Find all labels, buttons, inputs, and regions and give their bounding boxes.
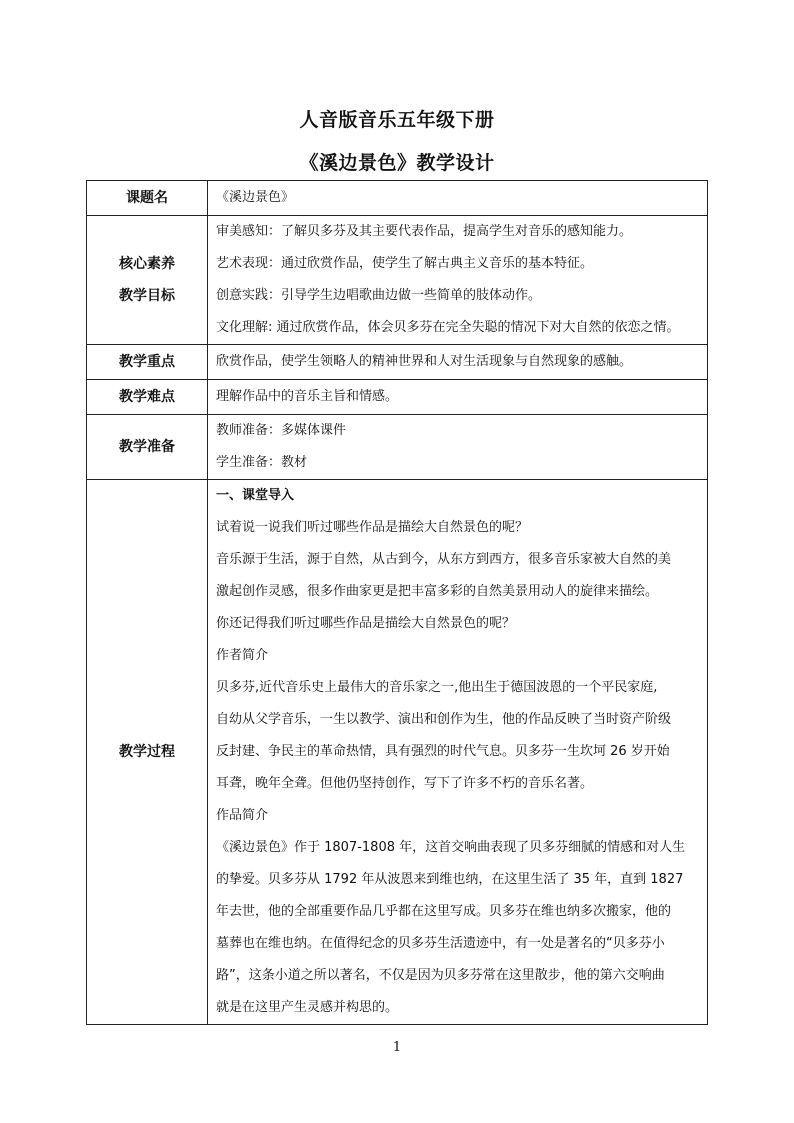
process-line: 年去世，他的全部重要作品几乎都在这里写成。贝多芬在维也纳多次搬家，他的 (216, 904, 672, 919)
row-difficulties (87, 380, 708, 415)
process-line: 作者简介 (216, 648, 269, 663)
label-preparation: 教学准备 (87, 415, 208, 480)
row-preparation (87, 415, 708, 480)
process-line: 耳聋，晚年全聋。但他仍坚持创作，写下了许多不朽的音乐名著。 (216, 776, 594, 791)
process-line: 试着说一说我们听过哪些作品是描绘大自然景色的呢？ (216, 520, 529, 535)
preparation-line: 学生准备：教材 (216, 455, 308, 470)
goal-line: 文化理解: 通过欣赏作品，体会贝多芬在完全失聪的情况下对大自然的依恋之情。 (216, 320, 680, 335)
process-line: 音乐源于生活，源于自然，从古到今，从东方到西方，很多音乐家被大自然的美 (216, 552, 672, 567)
process-line: 《溪边景色》作于 1807-1808 年，这首交响曲表现了贝多芬细腻的情感和对人生 (216, 840, 686, 855)
section-title: 一、课堂导入 (216, 488, 295, 503)
value-topic (208, 181, 708, 216)
value-key-points (208, 345, 708, 380)
row-topic (87, 181, 708, 216)
process-line: 你还记得我们听过哪些作品是描绘大自然景色的呢？ (216, 616, 516, 631)
label-goals-line1: 核心素养 (119, 256, 175, 272)
process-line: 反封建、争民主的革命热情，具有强烈的时代气息。贝多芬一生坎坷 26 岁开始 (216, 744, 670, 759)
document-title: 人音版音乐五年级下册 (299, 109, 495, 131)
value-difficulties (208, 380, 708, 415)
row-process (87, 480, 708, 1025)
process-line: 贝多芬,近代音乐史上最伟大的音乐家之一,他出生于德国波恩的一个平民家庭, (216, 680, 658, 695)
process-line: 的挚爱。贝多芬从 1792 年从波恩来到维也纳，在这里生活了 35 年，直到 1827 (216, 872, 684, 887)
process-line: 自幼从父学音乐，一生以教学、演出和创作为生，他的作品反映了当时资产阶级 (216, 712, 672, 727)
value-goals (208, 216, 708, 345)
row-goals (87, 216, 708, 345)
goal-line: 审美感知：了解贝多芬及其主要代表作品，提高学生对音乐的感知能力。 (216, 224, 633, 239)
preparation-line: 教师准备：多媒体课件 (216, 423, 347, 438)
lesson-plan-table (86, 180, 708, 1025)
process-line: 作品简介 (216, 808, 269, 823)
process-line: 就是在这里产生灵感并构思的。 (216, 1000, 399, 1015)
topic-text: 《溪边景色》 (216, 190, 295, 205)
difficulties-text: 理解作品中的音乐主旨和情感。 (216, 389, 399, 404)
label-goals-line2: 教学目标 (119, 288, 175, 304)
value-preparation (208, 415, 708, 480)
row-key-points (87, 345, 708, 380)
label-topic: 课题名 (87, 181, 208, 216)
goal-line: 艺术表现：通过欣赏作品，使学生了解古典主义音乐的基本特征。 (216, 256, 594, 271)
label-difficulties: 教学难点 (87, 380, 208, 415)
goal-line: 创意实践：引导学生边唱歌曲边做一些简单的肢体动作。 (216, 288, 542, 303)
label-key-points: 教学重点 (87, 345, 208, 380)
label-goals (87, 216, 208, 345)
process-line: 激起创作灵感，很多作曲家更是把丰富多彩的自然美景用动人的旋律来描绘。 (216, 584, 659, 599)
page-number: 1 (392, 1040, 402, 1055)
process-line: 路”，这条小道之所以著名，不仅是因为贝多芬常在这里散步，他的第六交响曲 (216, 968, 665, 983)
document-subtitle: 《溪边景色》教学设计 (299, 152, 495, 174)
key-points-text: 欣赏作品，使学生领略人的精神世界和人对生活现象与自然现象的感触。 (216, 354, 633, 369)
value-process (208, 480, 708, 1025)
process-line: 墓葬也在维也纳。在值得纪念的贝多芬生活遗迹中，有一处是著名的“贝多芬小 (216, 936, 665, 951)
label-process: 教学过程 (87, 480, 208, 1025)
